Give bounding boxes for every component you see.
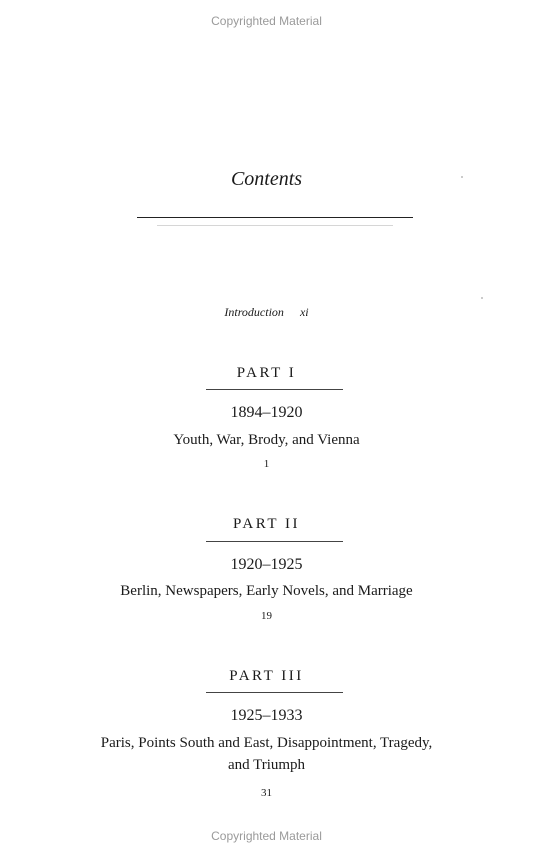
title-rule (137, 217, 413, 218)
part-3-page: 31 (261, 787, 272, 799)
part-1-page: 1 (263, 458, 270, 470)
part-2-title: Berlin, Newspapers, Early Novels, and Marriage (120, 583, 413, 599)
part-1-heading: PART I (236, 365, 297, 381)
part-3-years: 1925–1933 (230, 707, 303, 724)
introduction-entry (0, 305, 533, 320)
part-2-rule (206, 541, 343, 542)
part-2-page: 19 (261, 610, 272, 622)
part-2-years: 1920–1925 (230, 556, 303, 573)
part-3-heading: PART III (229, 668, 304, 684)
part-3-title-line-2: and Triumph (227, 757, 306, 773)
watermark-top: Copyrighted Material (211, 14, 322, 28)
scan-speck (461, 176, 463, 178)
page-title: Contents (230, 168, 303, 190)
scan-speck (481, 297, 483, 299)
part-2-heading: PART II (232, 516, 301, 532)
part-3-rule (206, 692, 343, 693)
part-3-title-line-1: Paris, Points South and East, Disappointment, Tragedy, (100, 735, 433, 751)
title-rule-shadow (157, 225, 393, 226)
part-1-rule (206, 389, 343, 390)
introduction-page: xi (299, 305, 309, 319)
part-1-title: Youth, War, Brody, and Vienna (173, 432, 360, 448)
watermark-bottom: Copyrighted Material (211, 829, 322, 843)
introduction-label: Introduction (224, 305, 284, 319)
part-1-years: 1894–1920 (230, 404, 303, 421)
